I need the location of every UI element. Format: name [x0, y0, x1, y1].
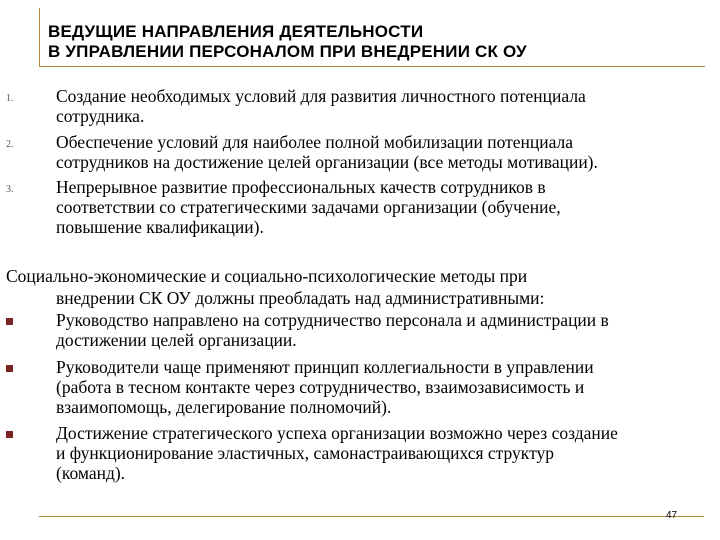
- bullet-text-line: взаимопомощь, делегирование полномочий).: [56, 397, 392, 417]
- slide-title-line-2: В УПРАВЛЕНИИ ПЕРСОНАЛОМ ПРИ ВНЕДРЕНИИ СК ОУ: [48, 42, 527, 61]
- item-text-line: Создание необходимых условий для развития личностного потенциала: [56, 86, 586, 106]
- item-text-line: сотрудников на достижение целей организации (все методы мотивации).: [56, 152, 598, 172]
- bullet-text-line: (команд).: [56, 463, 126, 483]
- item-text-line: Непрерывное развитие профессиональных качеств сотрудников в: [56, 177, 546, 197]
- title-block: [39, 8, 705, 67]
- item-number: 3.: [6, 184, 14, 195]
- bullet-text-line: Руководители чаще применяют принцип коллегиальности в управлении: [56, 357, 594, 377]
- bullet-text-line: достижении целей организации.: [56, 330, 297, 350]
- item-number: 1.: [6, 93, 14, 104]
- item-number: 2.: [6, 139, 14, 150]
- item-text-line: повышение квалификации).: [56, 217, 264, 237]
- item-text-line: соответствии со стратегическими задачами организации (обучение,: [56, 197, 561, 217]
- item-text-line: Обеспечение условий для наиболее полной мобилизации потенциала: [56, 132, 574, 152]
- bullet-text-line: Достижение стратегического успеха организации возможно через создание: [56, 423, 618, 443]
- page-number: 47: [666, 510, 678, 521]
- square-bullet-icon: [6, 365, 13, 372]
- bullet-text-line: Руководство направлено на сотрудничество персонала и администрации в: [56, 310, 609, 330]
- square-bullet-icon: [6, 431, 13, 438]
- slide-title-line-1: ВЕДУЩИЕ НАПРАВЛЕНИЯ ДЕЯТЕЛЬНОСТИ: [48, 22, 424, 41]
- bullet-text-line: (работа в тесном контакте через сотрудничество, взаимозависимость и: [56, 377, 585, 397]
- footer-divider: [39, 516, 704, 517]
- intro-line: внедрении СК ОУ должны преобладать над административными:: [56, 288, 545, 308]
- intro-line: Социально-экономические и социально-психологические методы при: [6, 266, 528, 286]
- square-bullet-icon: [6, 318, 13, 325]
- item-text-line: сотрудника.: [56, 106, 145, 126]
- bullet-text-line: и функционирование эластичных, самонастраивающихся структур: [56, 443, 554, 463]
